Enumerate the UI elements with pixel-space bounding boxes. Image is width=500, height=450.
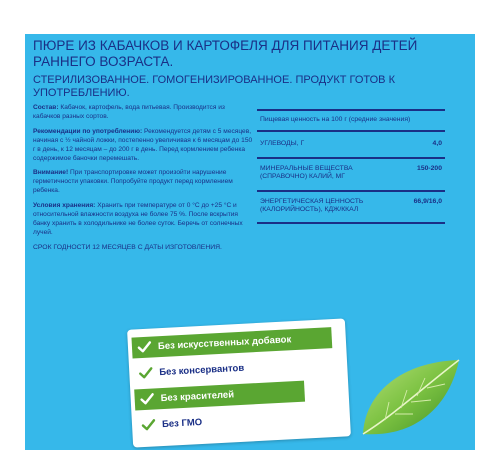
check-icon: [138, 365, 154, 381]
composition-paragraph: [33, 104, 253, 122]
warning-label: Внимание!: [33, 169, 69, 177]
product-info-column: [33, 104, 253, 259]
check-icon: [137, 340, 153, 356]
composition-label: Состав:: [33, 104, 59, 111]
benefits-badge: [127, 318, 351, 447]
benefit-label: Без ГМО: [161, 416, 203, 431]
leaf-icon: [355, 354, 465, 444]
benefit-stripe: [136, 407, 307, 437]
check-icon: [139, 391, 155, 407]
nutrition-row: [257, 132, 445, 158]
nutrition-label: МИНЕРАЛЬНЫЕ ВЕЩЕСТВА (СПРАВОЧНО) КАЛИЙ, МГ: [260, 164, 353, 181]
nutrition-value: 4,0: [432, 140, 442, 148]
recommendations-text: Рекомендуется детям с 5 месяцев, начиная с ½ чайной ложки, постепенно увеличивая к 6 месяцам до 150 г в день, к 12 месяцам – до 200 г в день. Перед кормлением ребенка содержимое баночки перемешать.: [33, 127, 253, 162]
storage-label: Условия хранения:: [33, 202, 96, 210]
benefit-label: Без красителей: [160, 389, 235, 405]
nutrition-value: 150-200: [417, 164, 442, 172]
nutrition-value: 66,9/16,0: [413, 197, 442, 205]
benefit-label: Без искусственных добавок: [157, 334, 292, 353]
nutrition-table: [257, 109, 445, 224]
nutrition-label: УГЛЕВОДЫ, Г: [260, 140, 305, 148]
nutrition-row: [257, 192, 445, 225]
warning-paragraph: [33, 169, 253, 196]
storage-text: Хранить при температуре от 0 °C до +25 °C и относительной влажности воздуха не более 75 %. После вскрытия банку хранить в холодильнике не более суток. Беречь от солнечных лучей.: [33, 202, 243, 236]
composition-text: Кабачок, картофель, вода питьевая. Производится из кабачков разных сортов.: [33, 104, 225, 120]
nutrition-header: Пищевая ценность на 100 г (средние значения): [257, 109, 445, 132]
storage-paragraph: [33, 202, 253, 238]
recommendations-label: Рекомендации по употреблению:: [33, 127, 143, 135]
benefit-label: Без консервантов: [159, 362, 245, 379]
product-subtitle: СТЕРИЛИЗОВАННОЕ. ГОМОГЕНИЗИРОВАННОЕ. ПРОДУКТ ГОТОВ К УПОТРЕБЛЕНИЮ.: [33, 74, 395, 99]
recommendations-paragraph: [33, 128, 253, 164]
product-title: ПЮРЕ ИЗ КАБАЧКОВ И КАРТОФЕЛЯ ДЛЯ ПИТАНИЯ ДЕТЕЙ РАННЕГО ВОЗРАСТА.: [33, 38, 418, 69]
product-panel: [25, 34, 475, 450]
benefit-stripe: [134, 381, 305, 411]
warning-text: При транспортировке может произойти нарушение герметичности упаковки. Попробуйте продукт перед кормлением ребенка.: [33, 169, 233, 195]
check-icon: [141, 417, 157, 433]
shelf-life: СРОК ГОДНОСТИ 12 МЕСЯЦЕВ С ДАТЫ ИЗГОТОВЛЕНИЯ.: [33, 243, 222, 251]
nutrition-label: ЭНЕРГЕТИЧЕСКАЯ ЦЕННОСТЬ (КАЛОРИЙНОСТЬ), КДЖ/ККАЛ: [260, 197, 364, 214]
nutrition-row: [257, 159, 445, 192]
